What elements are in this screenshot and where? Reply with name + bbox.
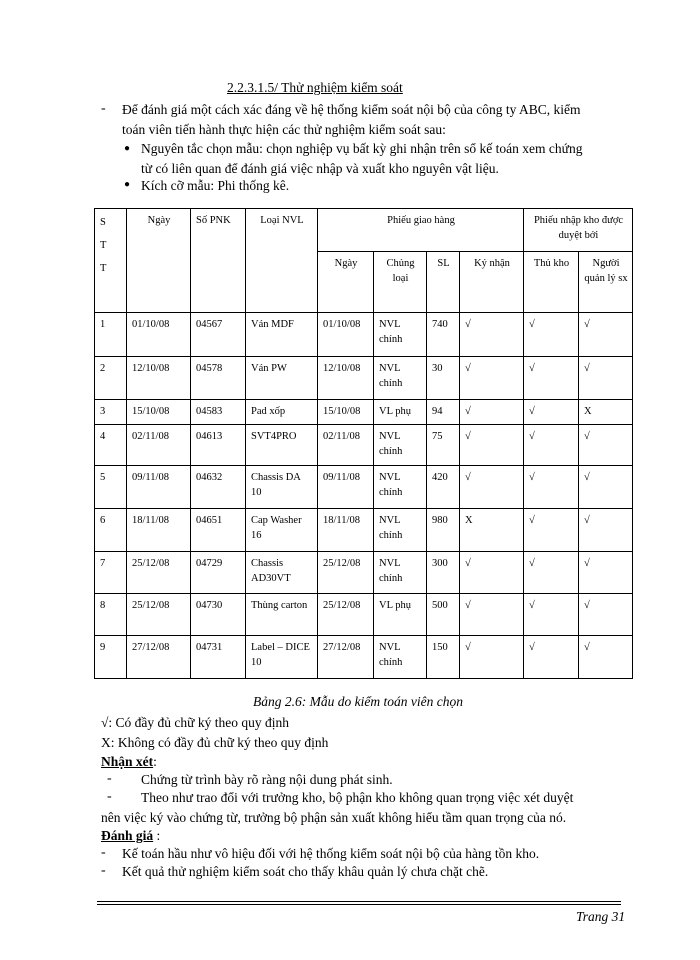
- dash-bullet: -: [101, 845, 106, 860]
- evaluation-heading: Đánh giá :: [101, 828, 161, 843]
- cell-quantity: 75: [427, 425, 460, 466]
- cell-material: Label – DICE 10: [246, 636, 318, 679]
- cell-material: Chassis AD30VT: [246, 552, 318, 594]
- cell-quantity: 500: [427, 594, 460, 636]
- cell-date: 12/10/08: [127, 357, 191, 400]
- section-heading: 2.2.3.1.5/ Thử nghiệm kiểm soát: [227, 80, 403, 95]
- cell-material: Thùng carton: [246, 594, 318, 636]
- evaluation-1: Kế toán hầu như vô hiệu đối với hệ thống kiểm soát nội bộ của hàng tồn kho.: [122, 846, 540, 861]
- cell-delivery-date: 02/11/08: [318, 425, 374, 466]
- table-caption: Bảng 2.6: Mẫu do kiểm toán viên chọn: [253, 694, 463, 709]
- cell-pnk: 04729: [191, 552, 246, 594]
- remark-2-line-2: nên việc ký vào chứng từ, trưởng bộ phận sản xuất không hiểu tầm quan trọng của nó.: [101, 810, 567, 825]
- cell-storekeeper: √: [524, 357, 579, 400]
- table-row: [95, 466, 633, 509]
- cell-date: 25/12/08: [127, 594, 191, 636]
- table-row: [95, 509, 633, 552]
- cell-category: NVL chính: [374, 552, 427, 594]
- cell-material: Cap Washer 16: [246, 509, 318, 552]
- cell-manager: √: [579, 509, 633, 552]
- cell-delivery-date: 15/10/08: [318, 400, 374, 425]
- table-row: [95, 357, 633, 400]
- dash-bullet: -: [101, 863, 106, 878]
- cell-category: NVL chính: [374, 509, 427, 552]
- cell-material: Chassis DA 10: [246, 466, 318, 509]
- cell-manager: X: [579, 400, 633, 425]
- cell-storekeeper: √: [524, 313, 579, 357]
- cell-pnk: 04731: [191, 636, 246, 679]
- cell-delivery-date: 18/11/08: [318, 509, 374, 552]
- cell-material: Ván MDF: [246, 313, 318, 357]
- cell-delivery-date: 27/12/08: [318, 636, 374, 679]
- cell-date: 09/11/08: [127, 466, 191, 509]
- cell-quantity: 30: [427, 357, 460, 400]
- cell-delivery-date: 09/11/08: [318, 466, 374, 509]
- cell-date: 02/11/08: [127, 425, 191, 466]
- cell-pnk: 04583: [191, 400, 246, 425]
- cell-signed: √: [460, 400, 524, 425]
- dash-bullet: -: [107, 771, 112, 786]
- cell-manager: √: [579, 357, 633, 400]
- table-row: [95, 425, 633, 466]
- cell-pnk: 04730: [191, 594, 246, 636]
- cell-quantity: 300: [427, 552, 460, 594]
- cell-delivery-date: 25/12/08: [318, 594, 374, 636]
- footer-rule: [97, 901, 621, 902]
- cell-date: 25/12/08: [127, 552, 191, 594]
- dash-bullet: -: [101, 101, 106, 116]
- page-number: Trang 31: [576, 909, 626, 924]
- cell-category: NVL chính: [374, 357, 427, 400]
- cell-quantity: 740: [427, 313, 460, 357]
- cell-pnk: 04651: [191, 509, 246, 552]
- cell-stt: 8: [95, 594, 127, 636]
- evaluation-2: Kết quả thử nghiệm kiểm soát cho thấy khâu quản lý chưa chặt chẽ.: [122, 864, 489, 879]
- cell-pnk: 04578: [191, 357, 246, 400]
- cell-signed: √: [460, 594, 524, 636]
- intro-line-2: toán viên tiến hành thực hiện các thử nghiệm kiểm soát sau:: [122, 122, 446, 137]
- cell-delivery-date: 25/12/08: [318, 552, 374, 594]
- remark-2-line-1: Theo như trao đổi với trưởng kho, bộ phận kho không quan trọng việc xét duyệt: [141, 790, 574, 805]
- cell-storekeeper: √: [524, 400, 579, 425]
- header-delivery-note: Phiếu giao hàng: [318, 209, 524, 252]
- cell-storekeeper: √: [524, 552, 579, 594]
- cell-category: NVL chính: [374, 466, 427, 509]
- cell-pnk: 04567: [191, 313, 246, 357]
- cell-date: 15/10/08: [127, 400, 191, 425]
- cell-date: 27/12/08: [127, 636, 191, 679]
- cell-delivery-date: 12/10/08: [318, 357, 374, 400]
- header-production-manager: Người quản lý sx: [579, 252, 633, 313]
- cell-signed: X: [460, 509, 524, 552]
- remark-1: Chứng từ trình bày rõ ràng nội dung phát sinh.: [141, 772, 393, 787]
- header-delivery-date: Ngày: [318, 252, 374, 313]
- intro-line-1: Để đánh giá một cách xác đáng về hệ thống kiểm soát nội bộ của công ty ABC, kiểm: [122, 102, 581, 117]
- cell-signed: √: [460, 552, 524, 594]
- cell-manager: √: [579, 636, 633, 679]
- cell-manager: √: [579, 552, 633, 594]
- cell-pnk: 04613: [191, 425, 246, 466]
- table-row: [95, 400, 633, 425]
- cell-storekeeper: √: [524, 466, 579, 509]
- cell-storekeeper: √: [524, 636, 579, 679]
- footer-rule-thin: [97, 904, 621, 905]
- cell-storekeeper: √: [524, 509, 579, 552]
- cell-signed: √: [460, 425, 524, 466]
- bullet-icon: ●: [124, 179, 131, 190]
- cell-category: VL phụ: [374, 400, 427, 425]
- cell-quantity: 980: [427, 509, 460, 552]
- cell-category: NVL chính: [374, 313, 427, 357]
- table-row: [95, 636, 633, 679]
- cell-category: NVL chính: [374, 425, 427, 466]
- cell-storekeeper: √: [524, 594, 579, 636]
- cell-stt: 1: [95, 313, 127, 357]
- remarks-heading: Nhận xét:: [101, 754, 157, 769]
- cell-date: 18/11/08: [127, 509, 191, 552]
- cell-stt: 5: [95, 466, 127, 509]
- header-signed: Ký nhận: [460, 252, 524, 313]
- header-pnk: Số PNK: [191, 209, 246, 313]
- cell-signed: √: [460, 636, 524, 679]
- sampling-line-2: từ có liên quan để đánh giá việc nhập và xuất kho nguyên vật liệu.: [141, 161, 499, 176]
- cell-manager: √: [579, 425, 633, 466]
- table-row: [95, 594, 633, 636]
- cell-manager: √: [579, 466, 633, 509]
- cell-date: 01/10/08: [127, 313, 191, 357]
- header-stt: S T T: [95, 209, 127, 313]
- table-row: [95, 552, 633, 594]
- cell-delivery-date: 01/10/08: [318, 313, 374, 357]
- cell-stt: 4: [95, 425, 127, 466]
- cell-pnk: 04632: [191, 466, 246, 509]
- sample-size: Kích cỡ mẫu: Phi thống kê.: [141, 178, 290, 193]
- cell-stt: 9: [95, 636, 127, 679]
- dash-bullet: -: [107, 789, 112, 804]
- cell-material: SVT4PRO: [246, 425, 318, 466]
- table-row: [95, 313, 633, 357]
- header-receipt-approved: Phiếu nhập kho được duyệt bởi: [524, 209, 633, 252]
- cell-manager: √: [579, 594, 633, 636]
- cell-category: VL phụ: [374, 594, 427, 636]
- legend-check: √: Có đầy đủ chữ ký theo quy định: [101, 715, 289, 730]
- cell-stt: 2: [95, 357, 127, 400]
- cell-stt: 3: [95, 400, 127, 425]
- cell-stt: 6: [95, 509, 127, 552]
- cell-quantity: 420: [427, 466, 460, 509]
- cell-signed: √: [460, 466, 524, 509]
- header-date: Ngày: [127, 209, 191, 313]
- cell-storekeeper: √: [524, 425, 579, 466]
- header-storekeeper: Thủ kho: [524, 252, 579, 313]
- cell-quantity: 150: [427, 636, 460, 679]
- cell-material: Pad xốp: [246, 400, 318, 425]
- bullet-icon: ●: [124, 143, 131, 154]
- cell-signed: √: [460, 357, 524, 400]
- cell-category: NVL chính: [374, 636, 427, 679]
- header-quantity: SL: [427, 252, 460, 313]
- sample-table: [94, 208, 633, 679]
- header-category: Chủng loại: [374, 252, 427, 313]
- cell-manager: √: [579, 313, 633, 357]
- cell-signed: √: [460, 313, 524, 357]
- header-material: Loại NVL: [246, 209, 318, 313]
- cell-material: Ván PW: [246, 357, 318, 400]
- legend-x: X: Không có đầy đủ chữ ký theo quy định: [101, 735, 329, 750]
- cell-quantity: 94: [427, 400, 460, 425]
- cell-stt: 7: [95, 552, 127, 594]
- sampling-line-1: Nguyên tắc chọn mẫu: chọn nghiệp vụ bất kỳ ghi nhận trên sổ kế toán xem chứng: [141, 141, 583, 156]
